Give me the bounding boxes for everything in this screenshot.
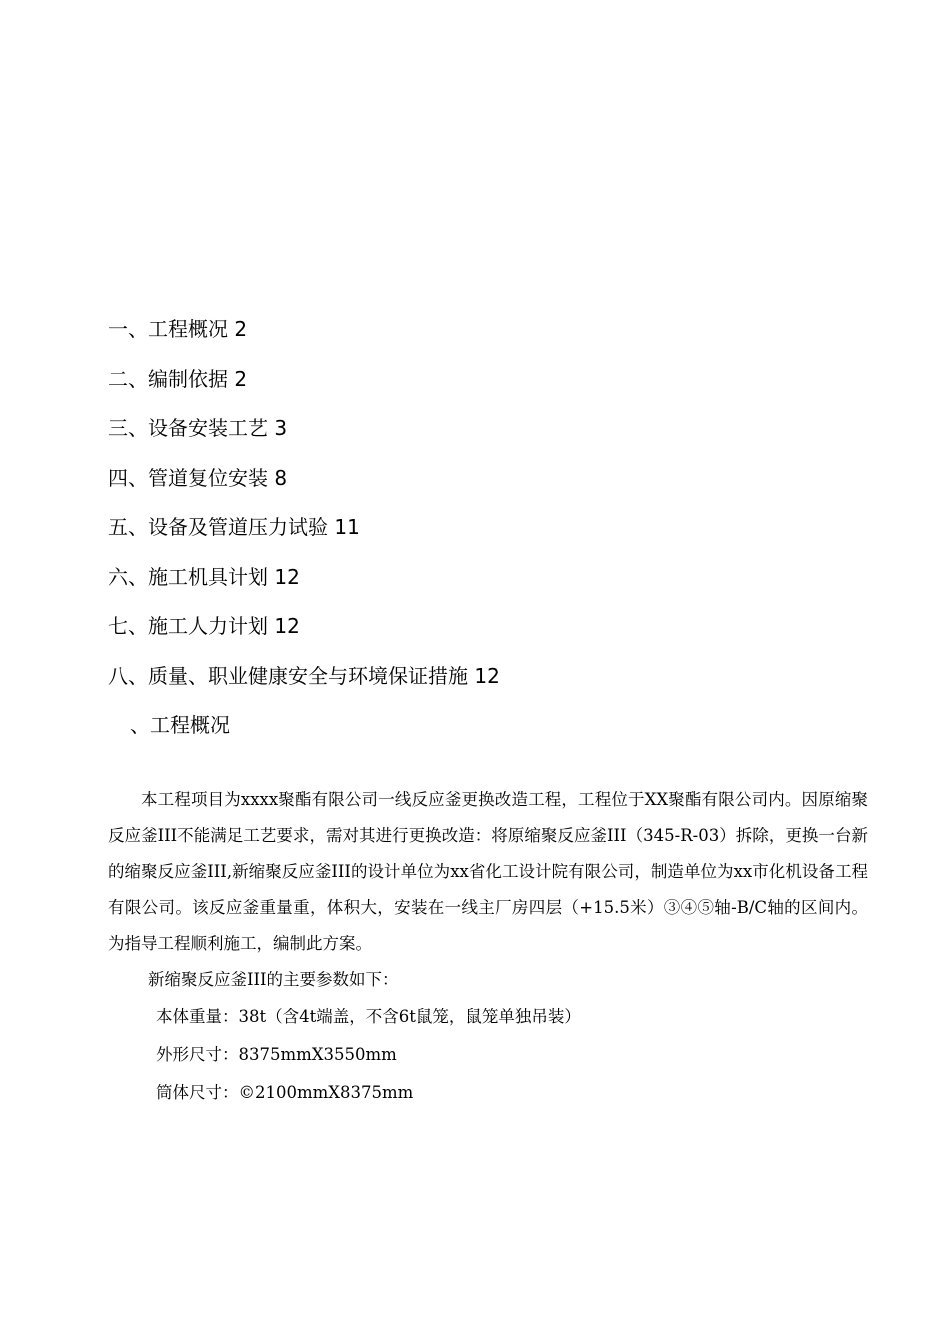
toc-item-4[interactable]: 四、管道复位安装 8	[108, 465, 288, 490]
toc-item-7[interactable]: 七、施工人力计划 12	[108, 614, 300, 638]
param-shell-size: 筒体尺寸：©2100mmX8375mm	[156, 1083, 414, 1102]
toc-item-5[interactable]: 五、设备及管道压力试验 11	[108, 515, 360, 539]
toc-item-2[interactable]: 二、编制依据 2	[108, 366, 248, 391]
toc-item-6[interactable]: 六、施工机具计划 12	[108, 564, 300, 589]
param-outer-size: 外形尺寸：8375mmX3550mm	[156, 1045, 397, 1064]
toc-item-3[interactable]: 三、设备安装工艺 3	[108, 416, 288, 440]
section-heading: 、工程概况	[130, 713, 230, 737]
toc-item-8[interactable]: 八、质量、职业健康安全与环境保证措施 12	[108, 663, 500, 688]
param-weight: 本体重量：38t（含4t端盖，不含6t鼠笼，鼠笼单独吊装）	[156, 1007, 581, 1026]
overview-paragraph: 本工程项目为xxxx聚酯有限公司一线反应釜更换改造工程，工程位于XX聚酯有限公司内。因原缩聚反应釜III不能满足工艺要求，需对其进行更换改造：将原缩聚反应釜III（345-R-03）拆除，更换一台新的缩聚反应釜III,新缩聚反应釜III的设计单位为xx省化工设计院有限公司，制造单位为xx市化机设备工程有限公司。该反应釜重量重，体积大，安装在一线主厂房四层（+15.5米）③④⑤轴-B/C轴的区间内。为指导工程顺利施工，编制此方案。	[108, 790, 868, 953]
params-intro: 新缩聚反应釜III的主要参数如下：	[148, 970, 399, 989]
toc-item-1[interactable]: 一、工程概况 2	[108, 317, 248, 341]
table-of-contents	[108, 310, 888, 706]
section-body	[108, 782, 868, 1112]
